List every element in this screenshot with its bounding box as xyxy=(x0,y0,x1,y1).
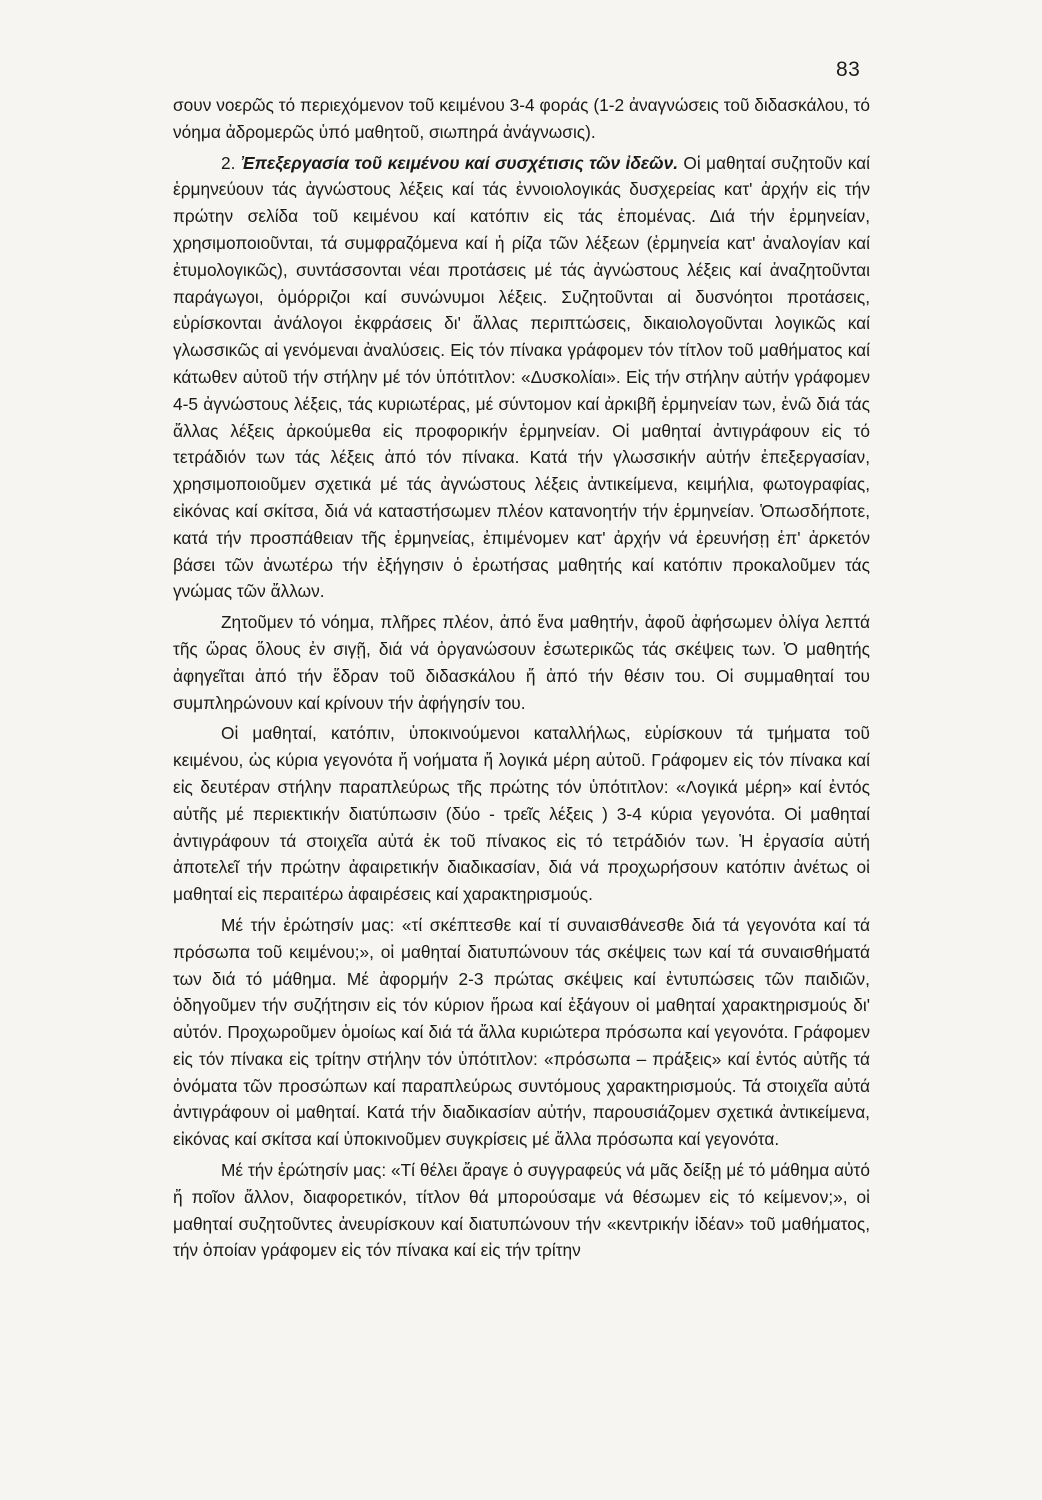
body-text xyxy=(173,92,870,1268)
page-number: 83 xyxy=(836,58,861,81)
paragraph: Μέ τήν ἐρώτησίν μας: «τί σκέπτεσθε καί τί συναισθάνεσθε διά τά γεγονότα καί τά πρόσωπα τοῦ κειμένου;», οἱ μαθηταί διατυπώνουν τάς σκέψεις των καί τά συναισθήματά των διά τό μάθημα. Μέ ἀφορμήν 2-3 πρώτας σκέψεις καί ἐντυπώσεις τῶν παιδιῶν, ὁδηγοῦμεν τήν συζήτησιν εἰς τόν κύριον ἥρωα καί ἐξάγουν οἱ μαθηταί χαρακτηρισμούς δι' αὐτόν. Προχωροῦμεν ὁμοίως καί διά τά ἄλλα κυριώτερα πρόσωπα καί γεγονότα. Γράφομεν εἰς τόν πίνακα εἰς τρίτην στήλην τόν ὑπότιτλον: «πρόσωπα – πράξεις» καί ἐντός αὐτῆς τά ὀνόματα τῶν προσώπων καί παραπλεύρως συντόμους χαρακτηρισμούς. Τά στοιχεῖα αὐτά ἀντιγράφουν οἱ μαθηταί. Κατά τήν διαδικασίαν αὐτήν, παρουσιάζομεν σχετικά ἀντικείμενα, εἰκόνας καί σκίτσα καί ὑποκινοῦμεν συγκρίσεις μέ ἄλλα πρόσωπα καί γεγονότα. xyxy=(173,914,870,1150)
section-heading: Ἐπεξεργασία τοῦ κειμένου καί συσχέτισις τῶν ἰδεῶν. xyxy=(241,152,678,173)
paragraph: Ζητοῦμεν τό νόημα, πλῆρες πλέον, ἀπό ἕνα μαθητήν, ἀφοῦ ἀφήσωμεν ὀλίγα λεπτά τῆς ὥρας ὅλους ἐν σιγῇ, διά νά ὀργανώσουν ἐσωτερικῶς τάς σκέψεις των. Ὁ μαθητής ἀφηγεῖται ἀπό τήν ἕδραν τοῦ διδασκάλου ἤ ἀπό τήν θέσιν του. Οἱ συμμαθηταί του συμπληρώνουν καί κρίνουν τήν ἀφήγησίν του. xyxy=(173,612,870,713)
paragraph: Μέ τήν ἐρώτησίν μας: «Τί θέλει ἄραγε ὁ συγγραφεύς νά μᾶς δείξῃ μέ τό μάθημα αὐτό ἤ ποῖον ἄλλον, διαφορετικόν, τίτλον θά μπορούσαμε νά θέσωμεν εἰς τό κείμενον;», οἱ μαθηταί συζητοῦντες ἀνευρίσκουν καί διατυπώνουν τήν «κεντρικήν ἰδέαν» τοῦ μαθήματος, τήν ὁποίαν γράφομεν εἰς τόν πίνακα καί εἰς τήν τρίτην xyxy=(173,1160,870,1261)
section-2-text: Οἱ μαθηταί συζητοῦν καί ἑρμηνεύουν τάς ἀγνώστους λέξεις καί τάς ἐννοιολογικάς δυσχερείας κατ' ἀρχήν εἰς τήν πρώτην σελίδα τοῦ κειμένου καί κατόπιν εἰς τάς ἑπομένας. Διά τήν ἑρμηνείαν, χρησιμοποιοῦνται, τά συμφραζόμενα καί ἡ ρίζα τῶν λέξεων (ἑρμηνεία κατ' ἀναλογίαν καί ἐτυμολογικῶς), συντάσσονται νέαι προτάσεις μέ τάς ἀγνώστους λέξεις καί ἀναζητοῦνται παράγωγοι, ὁμόρριζοι καί συνώνυμοι λέξεις. Συζητοῦνται αἱ δυσνόητοι προτάσεις, εὑρίσκονται ἀνάλογοι ἐκφράσεις δι' ἄλλας περιπτώσεις, δικαιολογοῦνται λογικῶς καί γλωσσικῶς αἱ γενόμεναι ἀναλύσεις. Εἰς τόν πίνακα γράφομεν τόν τίτλον τοῦ μαθήματος καί κάτωθεν αὐτοῦ τήν στήλην μέ τόν ὑπότιτλον: «Δυσκολίαι». Εἰς τήν στήλην αὐτήν γράφομεν 4-5 ἀγνώστους λέξεις, τάς κυριωτέρας, μέ σύντομον καί ἀρκιβῆ ἑρμηνείαν των, ἐνῶ διά τάς ἄλλας λέξεις ἀρκούμεθα εἰς προφορικήν ἑρμηνείαν. Οἱ μαθηταί ἀντιγράφουν εἰς τό τετράδιόν των τάς λέξεις ἀπό τόν πίνακα. Κατά τήν γλωσσικήν αὐτήν ἐπεξεργασίαν, χρησιμοποιοῦμεν σχετικά μέ τάς ἀγνώστους λέξεις ἀντικείμενα, κειμήλια, φωτογραφίας, εἰκόνας καί σκίτσα, διά νά καταστήσωμεν πλέον κατανοητήν τήν ἑρμηνείαν. Ὁπωσδήποτε, κατά τήν προσπάθειαν τῆς ἑρμηνείας, ἐπιμένομεν κατ' ἀρχήν νά ἐρευνήσῃ ἐπ' ἀρκετόν βάσει τῶν ἀνωτέρω τήν ἐξήγησιν ὁ ἐρωτήσας μαθητής καί κατόπιν προκαλοῦμεν τάς γνώμας τῶν ἄλλων. xyxy=(173,152,870,602)
section-2-paragraph xyxy=(173,150,870,606)
section-number: 2. xyxy=(221,152,236,173)
paragraph: Οἱ μαθηταί, κατόπιν, ὑποκινούμενοι καταλλήλως, εὑρίσκουν τά τμήματα τοῦ κειμένου, ὡς κύρια γεγονότα ἤ νοήματα ἤ λογικά μέρη αὐτοῦ. Γράφομεν εἰς τόν πίνακα καί εἰς δευτέραν στήλην παραπλεύρως τῆς πρώτης τόν ὑπότιτλον: «Λογικά μέρη» καί ἐντός αὐτῆς μέ περιεκτικήν διατύπωσιν (δύο - τρεῖς λέξεις ) 3-4 κύρια γεγονότα. Οἱ μαθηταί ἀντιγράφουν τά στοιχεῖα αὐτά ἐκ τοῦ πίνακος εἰς τό τετράδιόν των. Ἡ ἐργασία αὐτή ἀποτελεῖ τήν πρώτην ἀφαιρετικήν διαδικασίαν, διά νά προχωρήσουν κατόπιν ἀνέτως οἱ μαθηταί εἰς περαιτέρω ἀφαιρέσεις καί χαρακτηρισμούς. xyxy=(173,723,870,905)
paragraph-continuation: σουν νοερῶς τό περιεχόμενον τοῦ κειμένου 3-4 φοράς (1-2 ἀναγνώσεις τοῦ διδασκάλου, τό νόημα ἀδρομερῶς ὑπό μαθητοῦ, σιωπηρά ἀνάγνωσις). xyxy=(173,95,870,142)
